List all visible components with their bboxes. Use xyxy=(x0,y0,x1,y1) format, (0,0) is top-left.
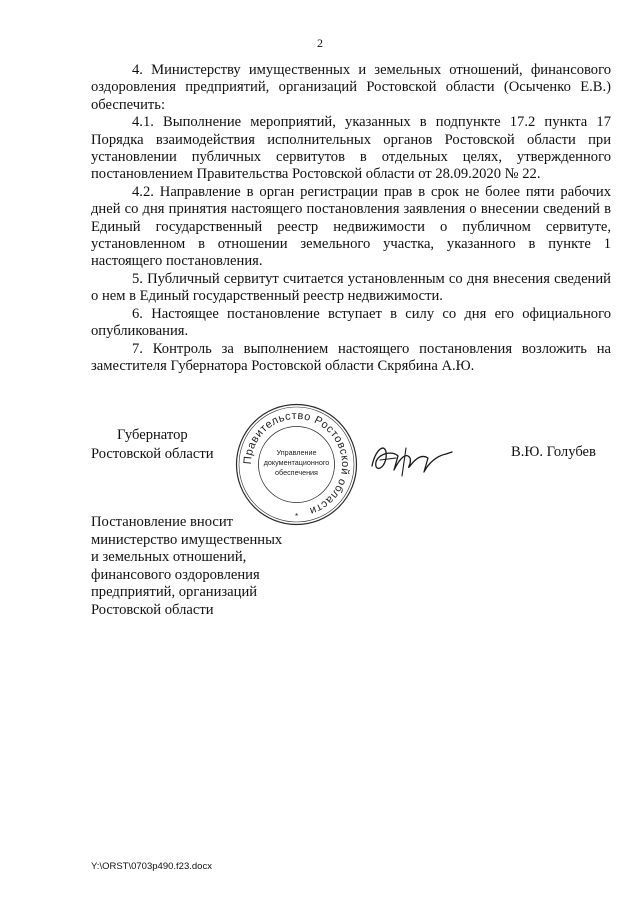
governor-title-line2: Ростовской области xyxy=(91,446,214,462)
paragraph-7: 7. Контроль за выполнением настоящего постановления возложить на заместителя Губернатора Ростовской области Скрябина А.Ю. xyxy=(91,340,611,374)
stamp-inner-line1: Управление xyxy=(276,448,317,457)
page-number: 2 xyxy=(317,36,323,50)
stamp-inner-line2: документационного xyxy=(263,458,330,467)
paragraph-5: 5. Публичный сервитут считается установленным со дня внесения сведений о нем в Единый государственный реестр недвижимости. xyxy=(91,270,611,305)
submitter-line: Постановление вносит xyxy=(91,514,234,530)
submitter-line: Ростовской области xyxy=(91,601,214,618)
handwritten-signature xyxy=(366,436,456,480)
stamp-ring-text: Правительство Ростовской области xyxy=(241,409,352,517)
paragraph-4-1: 4.1. Выполнение мероприятий, указанных в подпункте 17.2 пункта 17 Порядка взаимодействия исполнительных органов Ростовской области при установлении публичных сервитутов в отдельных целях, утвержденного постановлением Правительства Ростовской области от 28.09.2020 № 22. xyxy=(91,114,611,183)
submitter-note xyxy=(91,514,331,620)
submitter-line: министерство имущественных xyxy=(91,531,283,548)
stamp-inner-line3: обеспечения xyxy=(275,468,318,477)
governor-title xyxy=(91,426,221,464)
submitter-line: и земельных отношений, xyxy=(91,549,247,566)
official-stamp xyxy=(234,402,359,527)
governor-title-line1: Губернатор xyxy=(117,427,188,443)
paragraph-4: 4. Министерству имущественных и земельных отношений, финансового оздоровления предприятий, организаций Ростовской области (Осыченко Е.В.) обеспечить: xyxy=(91,62,611,113)
signature-block xyxy=(91,409,611,522)
submitter-line: финансового оздоровления xyxy=(91,566,260,583)
paragraph-4-2: 4.2. Направление в орган регистрации прав в срок не более пяти рабочих дней со дня принятия настоящего постановления заявления о внесении сведений в Единый государственный реестр недвижимости о публичном сервитуте, установленном в отношении земельного участка, указанного в пункте 1 настоящего постановления. xyxy=(91,183,611,270)
governor-name: В.Ю. Голубев xyxy=(511,444,596,460)
submitter-line: предприятий, организаций xyxy=(91,584,258,601)
paragraph-6: 6. Настоящее постановление вступает в силу со дня его официального опубликования. xyxy=(91,305,611,340)
file-path-footer: Y:\ORST\0703p490.f23.docx xyxy=(91,861,212,872)
document-body xyxy=(91,62,611,375)
stamp-star-icon: * xyxy=(294,512,299,521)
